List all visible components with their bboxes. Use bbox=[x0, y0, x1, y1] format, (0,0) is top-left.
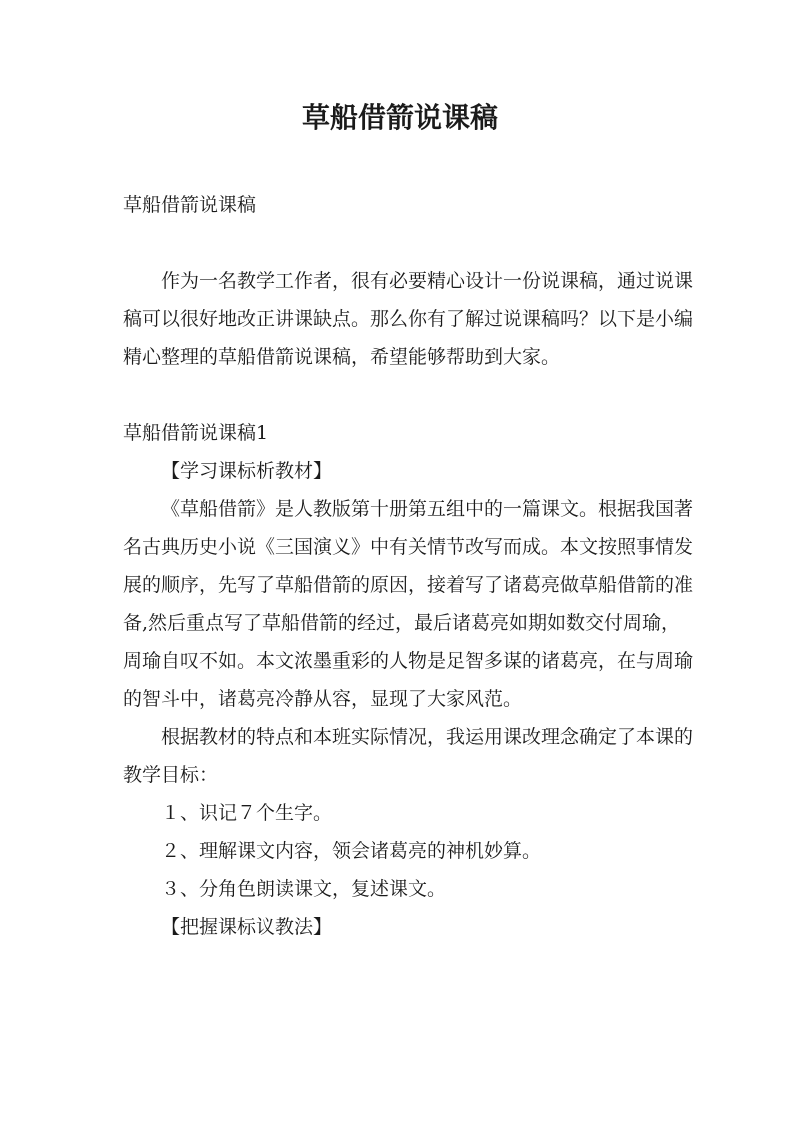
spacer bbox=[123, 376, 693, 414]
intro-paragraph: 作为一名教学工作者，很有必要精心设计一份说课稿，通过说课稿可以很好地改正讲课缺点。那么你有了解过说课稿吗？以下是小编精心整理的草船借箭说课稿，希望能够帮助到大家。 bbox=[123, 270, 694, 368]
section-subheading: 【把握课标议教法】 bbox=[161, 916, 333, 938]
body-paragraph: 《草船借箭》是人教版第十册第五组中的一篇课文。根据我国著名古典历史小说《三国演义》中有关情节改写而成。本文按照事情发展的顺序，先写了草船借箭的原因，接着写了诸葛亮做草船借箭的准备,然后重点写了草船借箭的经过，最后诸葛亮如期如数交付周瑜，周瑜自叹不如。本文浓墨重彩的人物是足智多谋的诸葛亮，在与周瑜的智斗中，诸葛亮冷静从容，显现了大家风范。 bbox=[123, 498, 694, 710]
section-heading: 草船借箭说课稿1 bbox=[123, 422, 269, 444]
spacer bbox=[123, 224, 693, 262]
document-body bbox=[123, 186, 693, 946]
goal-item: ２、理解课文内容，领会诸葛亮的神机妙算。 bbox=[161, 840, 542, 862]
goal-item: ３、分角色朗读课文，复述课文。 bbox=[161, 878, 447, 900]
section-subheading: 【学习课标析教材】 bbox=[161, 460, 333, 482]
body-paragraph: 根据教材的特点和本班实际情况，我运用课改理念确定了本课的教学目标： bbox=[123, 726, 694, 786]
page-title: 草船借箭说课稿 bbox=[301, 101, 498, 134]
goal-item: １、识记７个生字。 bbox=[161, 802, 333, 824]
document-subtitle: 草船借箭说课稿 bbox=[123, 194, 257, 216]
